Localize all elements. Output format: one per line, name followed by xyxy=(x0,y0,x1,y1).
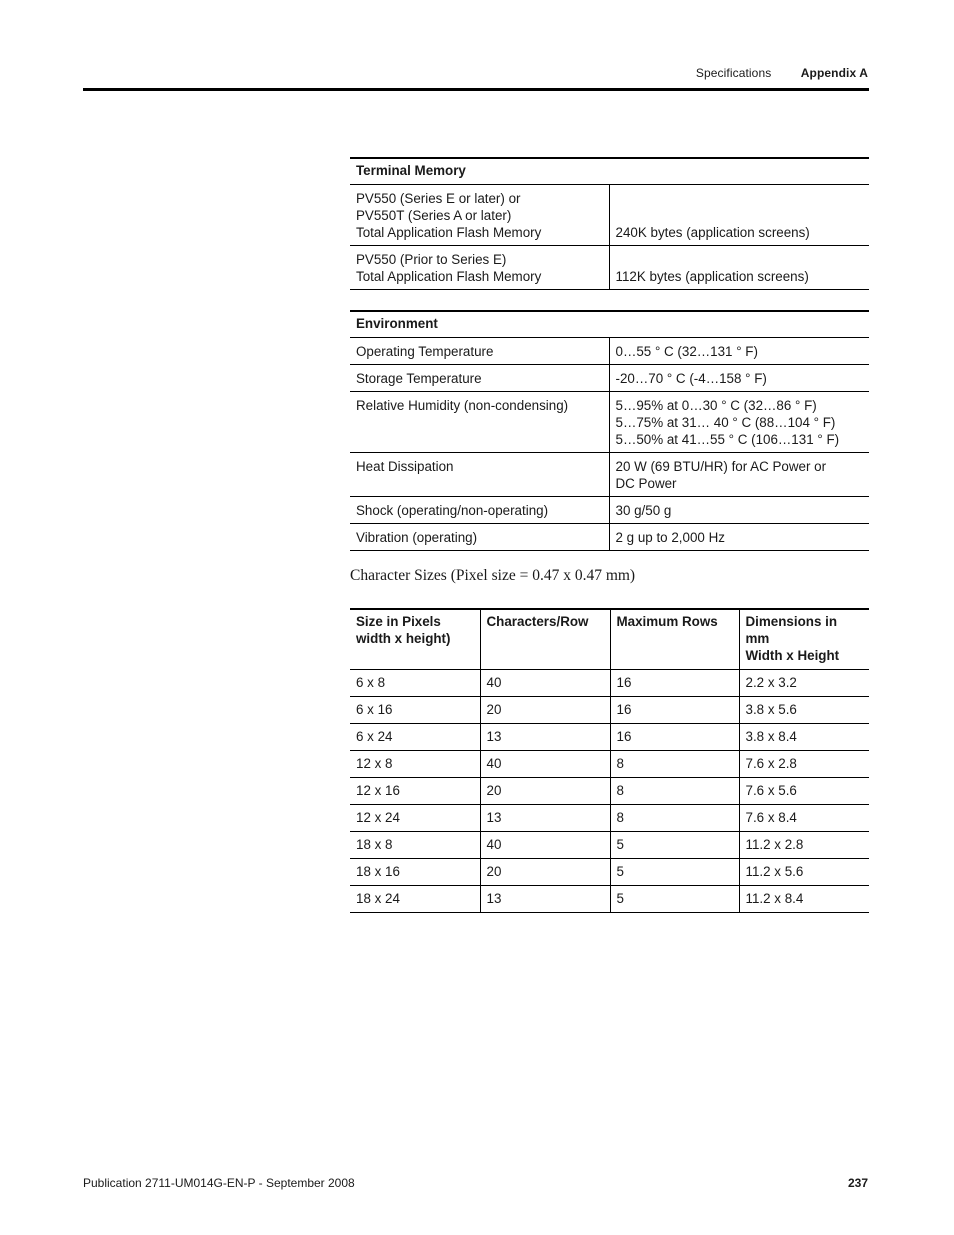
table-row xyxy=(350,246,869,290)
cell-dimensions: 3.8 x 8.4 xyxy=(739,724,869,751)
header-line: Characters/Row xyxy=(486,614,589,629)
label-line: Total Application Flash Memory xyxy=(356,225,542,240)
header-line: width x height) xyxy=(356,631,451,646)
cell-size: 12 x 24 xyxy=(350,805,480,832)
table-row xyxy=(350,859,869,886)
value-line: 30 g/50 g xyxy=(615,503,672,518)
table-row xyxy=(350,778,869,805)
cell-dimensions: 11.2 x 2.8 xyxy=(739,832,869,859)
environment-title: Environment xyxy=(350,311,869,338)
cell-chars-per-row: 13 xyxy=(480,724,610,751)
table-row xyxy=(350,886,869,913)
cell-size: 18 x 16 xyxy=(350,859,480,886)
cell-size: 18 x 8 xyxy=(350,832,480,859)
label-line: PV550 (Prior to Series E) xyxy=(356,252,507,267)
cell-dimensions: 11.2 x 5.6 xyxy=(739,859,869,886)
page-number: 237 xyxy=(847,1176,868,1190)
value-line: -20…70 ° C (-4…158 ° F) xyxy=(615,371,767,386)
table-row xyxy=(350,392,869,453)
table-row xyxy=(350,805,869,832)
env-value xyxy=(609,524,869,551)
column-header xyxy=(610,609,739,670)
table-row xyxy=(350,365,869,392)
env-label: Heat Dissipation xyxy=(350,453,609,497)
header-line: Dimensions in mm xyxy=(745,614,838,646)
env-value xyxy=(609,392,869,453)
memory-label xyxy=(350,185,609,246)
cell-max-rows: 8 xyxy=(610,751,739,778)
env-label: Shock (operating/non-operating) xyxy=(350,497,609,524)
table-row xyxy=(350,832,869,859)
env-label: Operating Temperature xyxy=(350,338,609,365)
label-line: PV550T (Series A or later) xyxy=(356,208,512,223)
header-line: Width x Height xyxy=(745,648,840,663)
value-line: DC Power xyxy=(615,476,677,491)
memory-value: 240K bytes (application screens) xyxy=(609,185,869,246)
table-row xyxy=(350,697,869,724)
cell-dimensions: 7.6 x 8.4 xyxy=(739,805,869,832)
cell-dimensions: 7.6 x 2.8 xyxy=(739,751,869,778)
value-line: 5…50% at 41…55 ° C (106…131 ° F) xyxy=(615,432,840,447)
value-line: 0…55 ° C (32…131 ° F) xyxy=(615,344,758,359)
cell-chars-per-row: 20 xyxy=(480,697,610,724)
page-header xyxy=(696,66,868,80)
table-row xyxy=(350,497,869,524)
cell-chars-per-row: 40 xyxy=(480,670,610,697)
cell-size: 18 x 24 xyxy=(350,886,480,913)
cell-size: 6 x 16 xyxy=(350,697,480,724)
cell-chars-per-row: 40 xyxy=(480,751,610,778)
cell-dimensions: 11.2 x 8.4 xyxy=(739,886,869,913)
cell-dimensions: 3.8 x 5.6 xyxy=(739,697,869,724)
value-line: 2 g up to 2,000 Hz xyxy=(615,530,725,545)
cell-size: 6 x 8 xyxy=(350,670,480,697)
table-caption: Character Sizes (Pixel size = 0.47 x 0.47 mm) xyxy=(350,567,636,584)
cell-chars-per-row: 40 xyxy=(480,832,610,859)
table-row xyxy=(350,751,869,778)
env-value xyxy=(609,365,869,392)
cell-chars-per-row: 13 xyxy=(480,886,610,913)
env-label: Storage Temperature xyxy=(350,365,609,392)
value-line: 5…75% at 31… 40 ° C (88…104 ° F) xyxy=(615,415,836,430)
label-line: PV550 (Series E or later) or xyxy=(356,191,521,206)
cell-max-rows: 5 xyxy=(610,832,739,859)
table-row xyxy=(350,524,869,551)
footer-publication: Publication 2711-UM014G-EN-P - September 2008 xyxy=(83,1176,355,1190)
cell-size: 12 x 16 xyxy=(350,778,480,805)
cell-chars-per-row: 13 xyxy=(480,805,610,832)
table-row xyxy=(350,338,869,365)
memory-label xyxy=(350,246,609,290)
cell-max-rows: 8 xyxy=(610,805,739,832)
value-line: 20 W (69 BTU/HR) for AC Power or xyxy=(615,459,827,474)
env-label: Vibration (operating) xyxy=(350,524,609,551)
cell-max-rows: 16 xyxy=(610,697,739,724)
cell-chars-per-row: 20 xyxy=(480,859,610,886)
environment-table xyxy=(350,310,869,551)
value-line: 5…95% at 0…30 ° C (32…86 ° F) xyxy=(615,398,817,413)
cell-max-rows: 16 xyxy=(610,724,739,751)
env-value xyxy=(609,497,869,524)
cell-max-rows: 5 xyxy=(610,859,739,886)
table-row xyxy=(350,670,869,697)
env-value xyxy=(609,338,869,365)
env-label: Relative Humidity (non-condensing) xyxy=(350,392,609,453)
header-line: Maximum Rows xyxy=(616,614,718,629)
character-sizes-table xyxy=(350,608,869,913)
memory-value: 112K bytes (application screens) xyxy=(609,246,869,290)
header-rule xyxy=(83,88,869,91)
column-header xyxy=(350,609,480,670)
header-line: Size in Pixels xyxy=(356,614,441,629)
header-appendix: Appendix A xyxy=(800,66,868,80)
cell-max-rows: 5 xyxy=(610,886,739,913)
cell-dimensions: 7.6 x 5.6 xyxy=(739,778,869,805)
cell-size: 6 x 24 xyxy=(350,724,480,751)
label-line: Total Application Flash Memory xyxy=(356,269,542,284)
terminal-memory-table xyxy=(350,157,869,290)
cell-max-rows: 16 xyxy=(610,670,739,697)
column-header xyxy=(480,609,610,670)
table-row xyxy=(350,453,869,497)
env-value xyxy=(609,453,869,497)
table-row xyxy=(350,185,869,246)
cell-chars-per-row: 20 xyxy=(480,778,610,805)
header-section: Specifications xyxy=(695,66,772,80)
cell-size: 12 x 8 xyxy=(350,751,480,778)
table-row xyxy=(350,724,869,751)
cell-dimensions: 2.2 x 3.2 xyxy=(739,670,869,697)
terminal-memory-title: Terminal Memory xyxy=(350,158,869,185)
cell-max-rows: 8 xyxy=(610,778,739,805)
column-header xyxy=(739,609,869,670)
